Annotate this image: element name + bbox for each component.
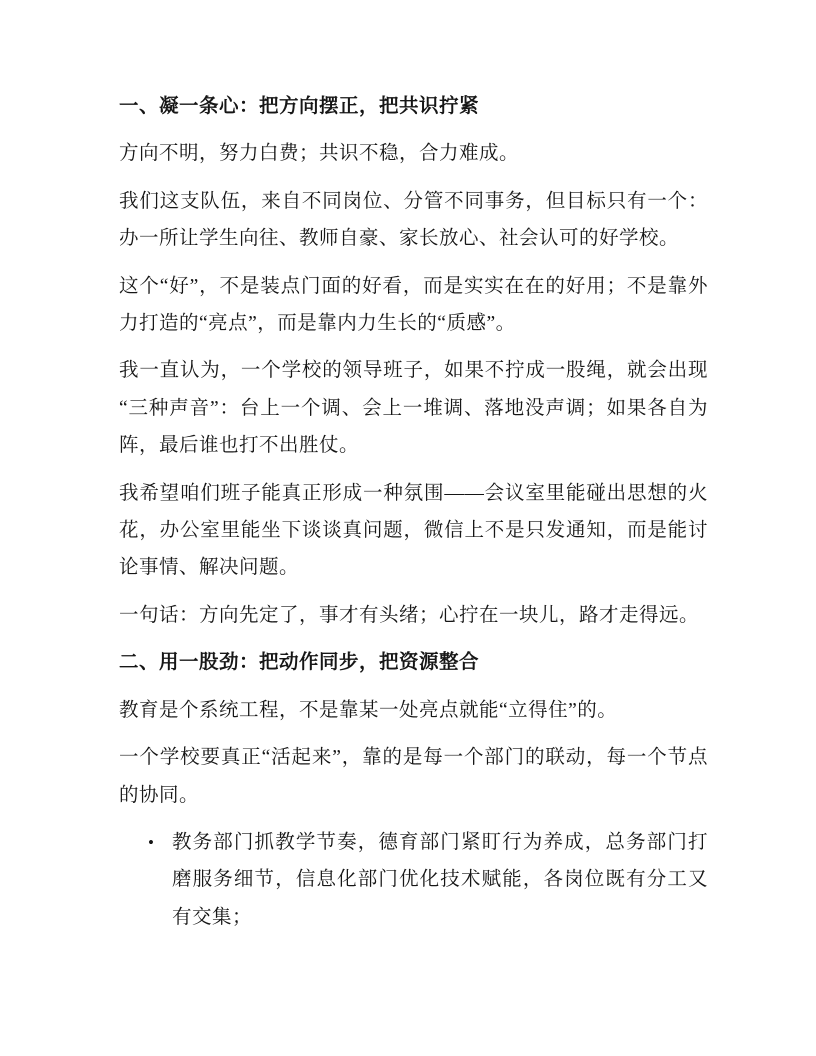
bullet-icon: • <box>148 832 154 852</box>
paragraph-one-sentence: 一句话：方向先定了，事才有头绪；心拧在一块儿，路才走得远。 <box>119 604 700 626</box>
paragraph-school-alive: 一个学校要真正“活起来”，靠的是每一个部门的联动，每一个节点的协同。 <box>119 747 708 806</box>
paragraph-three-voices: 我一直认为，一个学校的领导班子，如果不拧成一股绳，就会出现“三种声音”：台上一个调、会上一堆调、落地没声调；如果各自为阵，最后谁也打不出胜仗。 <box>119 360 708 457</box>
paragraph-good-definition: 这个“好”，不是装点门面的好看，而是实实在在的好用；不是靠外力打造的“亮点”，而是靠内力生长的“质感”。 <box>119 275 708 335</box>
section-heading-1: 一、凝一条心：把方向摆正，把共识拧紧 <box>119 96 480 117</box>
paragraph-team-goal: 我们这支队伍，来自不同岗位、分管不同事务，但目标只有一个：办一所让学生向往、教师自豪、家长放心、社会认可的好学校。 <box>119 190 708 250</box>
paragraph-direction: 方向不明，努力白费；共识不稳，合力难成。 <box>119 143 520 165</box>
paragraph-system-project: 教育是个系统工程，不是靠某一处亮点就能“立得住”的。 <box>119 699 618 721</box>
bullet-item-text: 教务部门抓教学节奏，德育部门紧盯行为养成，总务部门打磨服务细节，信息化部门优化技术赋能，各岗位既有分工又有交集； <box>172 831 708 928</box>
section-heading-2: 二、用一股劲：把动作同步，把资源整合 <box>119 652 480 674</box>
paragraph-atmosphere: 我希望咱们班子能真正形成一种氛围——会议室里能碰出思想的火花，办公室里能坐下谈谈真问题，微信上不是只发通知，而是能讨论事情、解决问题。 <box>119 482 708 579</box>
list-item <box>119 824 708 936</box>
